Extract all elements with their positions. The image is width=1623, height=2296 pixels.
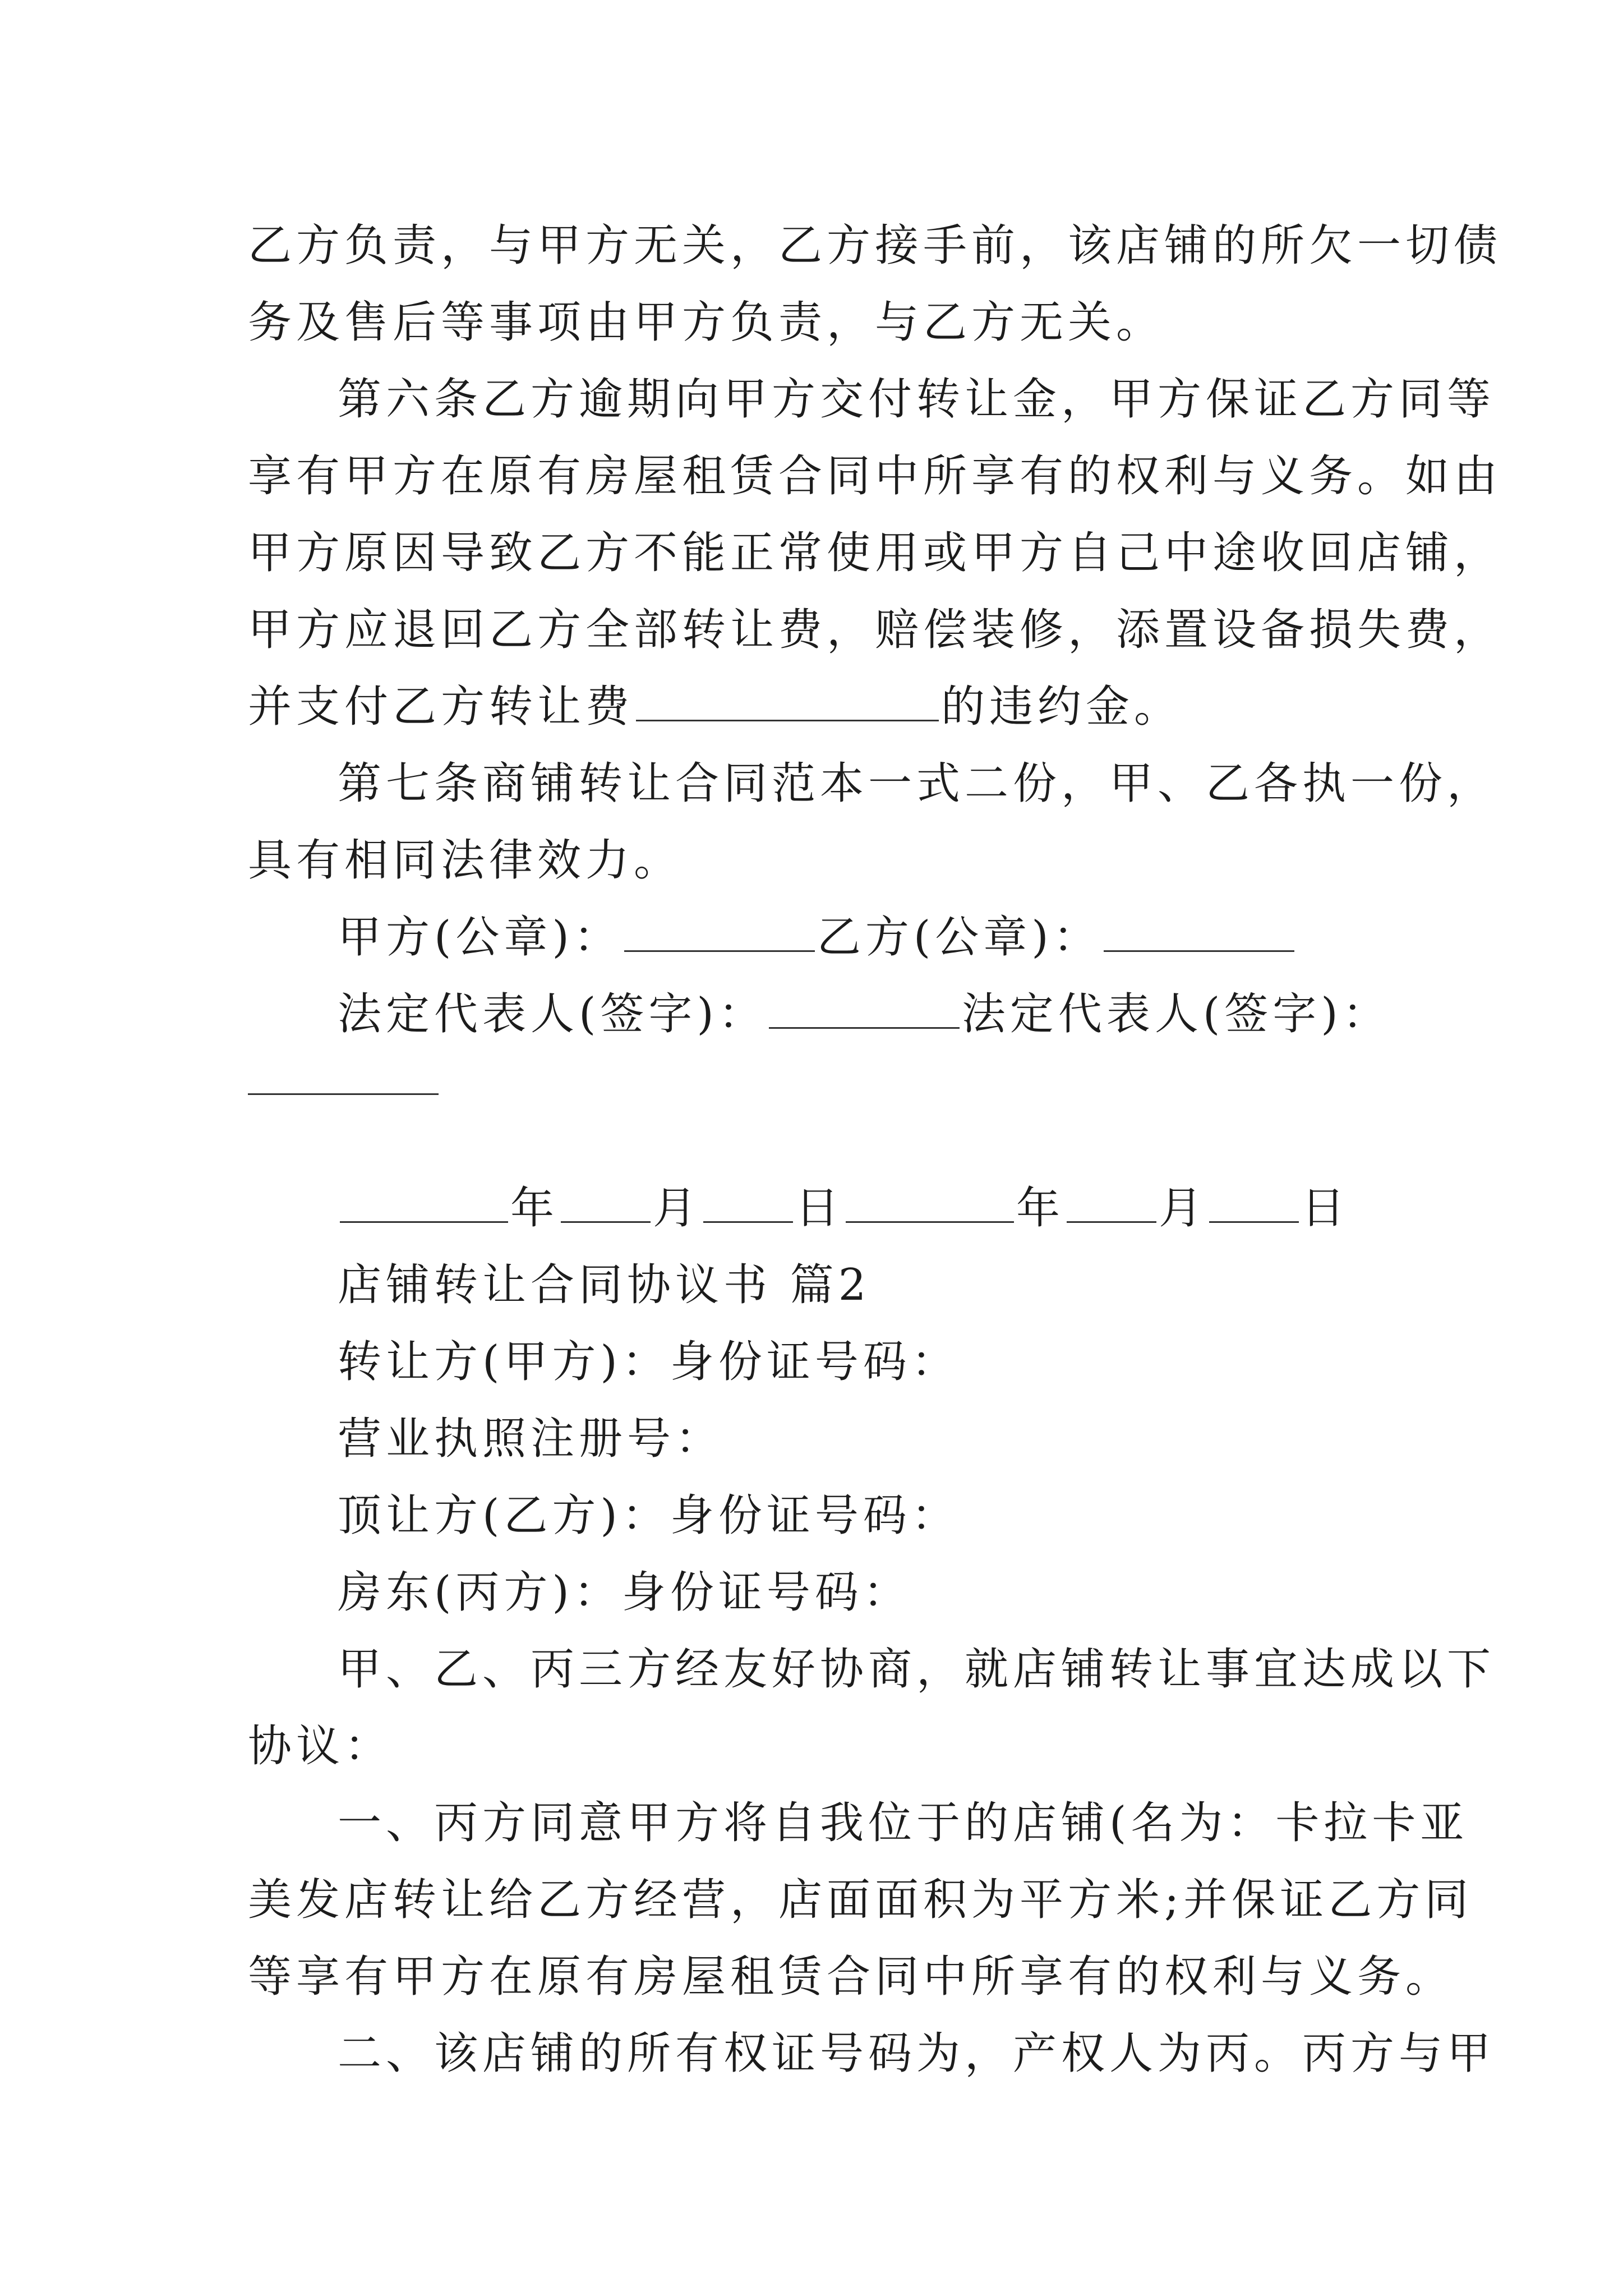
text-line: 二、该店铺的所有权证号码为，产权人为丙。丙方与甲	[338, 2028, 1496, 2079]
day-label: 日	[1301, 1183, 1350, 1234]
text-span: 并支付乙方转让费	[248, 682, 634, 732]
month-label: 月	[1159, 1183, 1207, 1234]
landlord-line: 房东(丙方)：身份证号码：	[338, 1567, 911, 1618]
text-line: 乙方负责，与甲方无关，乙方接手前，该店铺的所欠一切债	[248, 220, 1502, 271]
text-line	[248, 669, 1386, 746]
fill-in-blank	[340, 1221, 508, 1223]
fill-in-blank	[636, 720, 939, 721]
year-label: 年	[510, 1183, 559, 1234]
text-line: 等享有甲方在原有房屋租赁合同中所享有的权利与义务。	[248, 1952, 1454, 2002]
fill-in-blank	[561, 1221, 651, 1223]
text-line: 一、丙方同意甲方将自我位于的店铺(名为：卡拉卡亚	[338, 1798, 1469, 1848]
party-b-rep-label: 法定代表人(签字)：	[961, 989, 1391, 1039]
month-label: 月	[653, 1183, 702, 1234]
fill-in-blank	[248, 1093, 439, 1095]
text-line: 第六条乙方逾期向甲方交付转让金，甲方保证乙方同等	[338, 374, 1496, 425]
text-line: 美发店转让给乙方经营，店面面积为平方米;并保证乙方同	[248, 1875, 1473, 1925]
fill-in-blank	[769, 1027, 960, 1029]
fill-in-blank	[1104, 950, 1294, 952]
blank-line	[248, 1093, 1386, 1170]
fill-in-blank	[846, 1221, 1014, 1223]
fill-in-blank	[1067, 1221, 1156, 1223]
transferee-line: 顶让方(乙方)：身份证号码：	[338, 1490, 960, 1541]
party-b-seal-label: 乙方(公章)：	[817, 912, 1101, 963]
fill-in-blank	[624, 950, 815, 952]
text-line: 具有相同法律效力。	[248, 835, 683, 886]
text-line: 甲、乙、丙三方经友好协商，就店铺转让事宜达成以下	[338, 1644, 1496, 1695]
text-line: 甲方应退回乙方全部转让费，赔偿装修，添置设备损失费，	[248, 605, 1502, 655]
section-title: 店铺转让合同协议书 篇2	[338, 1260, 871, 1310]
text-span: 的违约金。	[941, 682, 1183, 732]
seal-line	[248, 899, 1386, 976]
representative-line	[248, 976, 1391, 1053]
fill-in-blank	[1209, 1221, 1299, 1223]
fill-in-blank	[703, 1221, 793, 1223]
date-line	[248, 1170, 1386, 1247]
document-body	[248, 208, 1502, 2092]
text-line: 甲方原因导致乙方不能正常使用或甲方自己中途收回店铺，	[248, 528, 1502, 578]
party-a-seal-label: 甲方(公章)：	[338, 912, 622, 963]
text-line: 享有甲方在原有房屋租赁合同中所享有的权利与义务。如由	[248, 451, 1502, 501]
text-line: 协议：	[248, 1721, 393, 1772]
license-line: 营业执照注册号：	[338, 1414, 724, 1464]
transferor-line: 转让方(甲方)：身份证号码：	[338, 1337, 960, 1387]
text-line: 务及售后等事项由甲方负责，与乙方无关。	[248, 297, 1165, 348]
year-label: 年	[1016, 1183, 1065, 1234]
text-line: 第七条商铺转让合同范本一式二份，甲、乙各执一份，	[338, 758, 1496, 809]
day-label: 日	[795, 1183, 844, 1234]
party-a-rep-label: 法定代表人(签字)：	[338, 989, 767, 1039]
